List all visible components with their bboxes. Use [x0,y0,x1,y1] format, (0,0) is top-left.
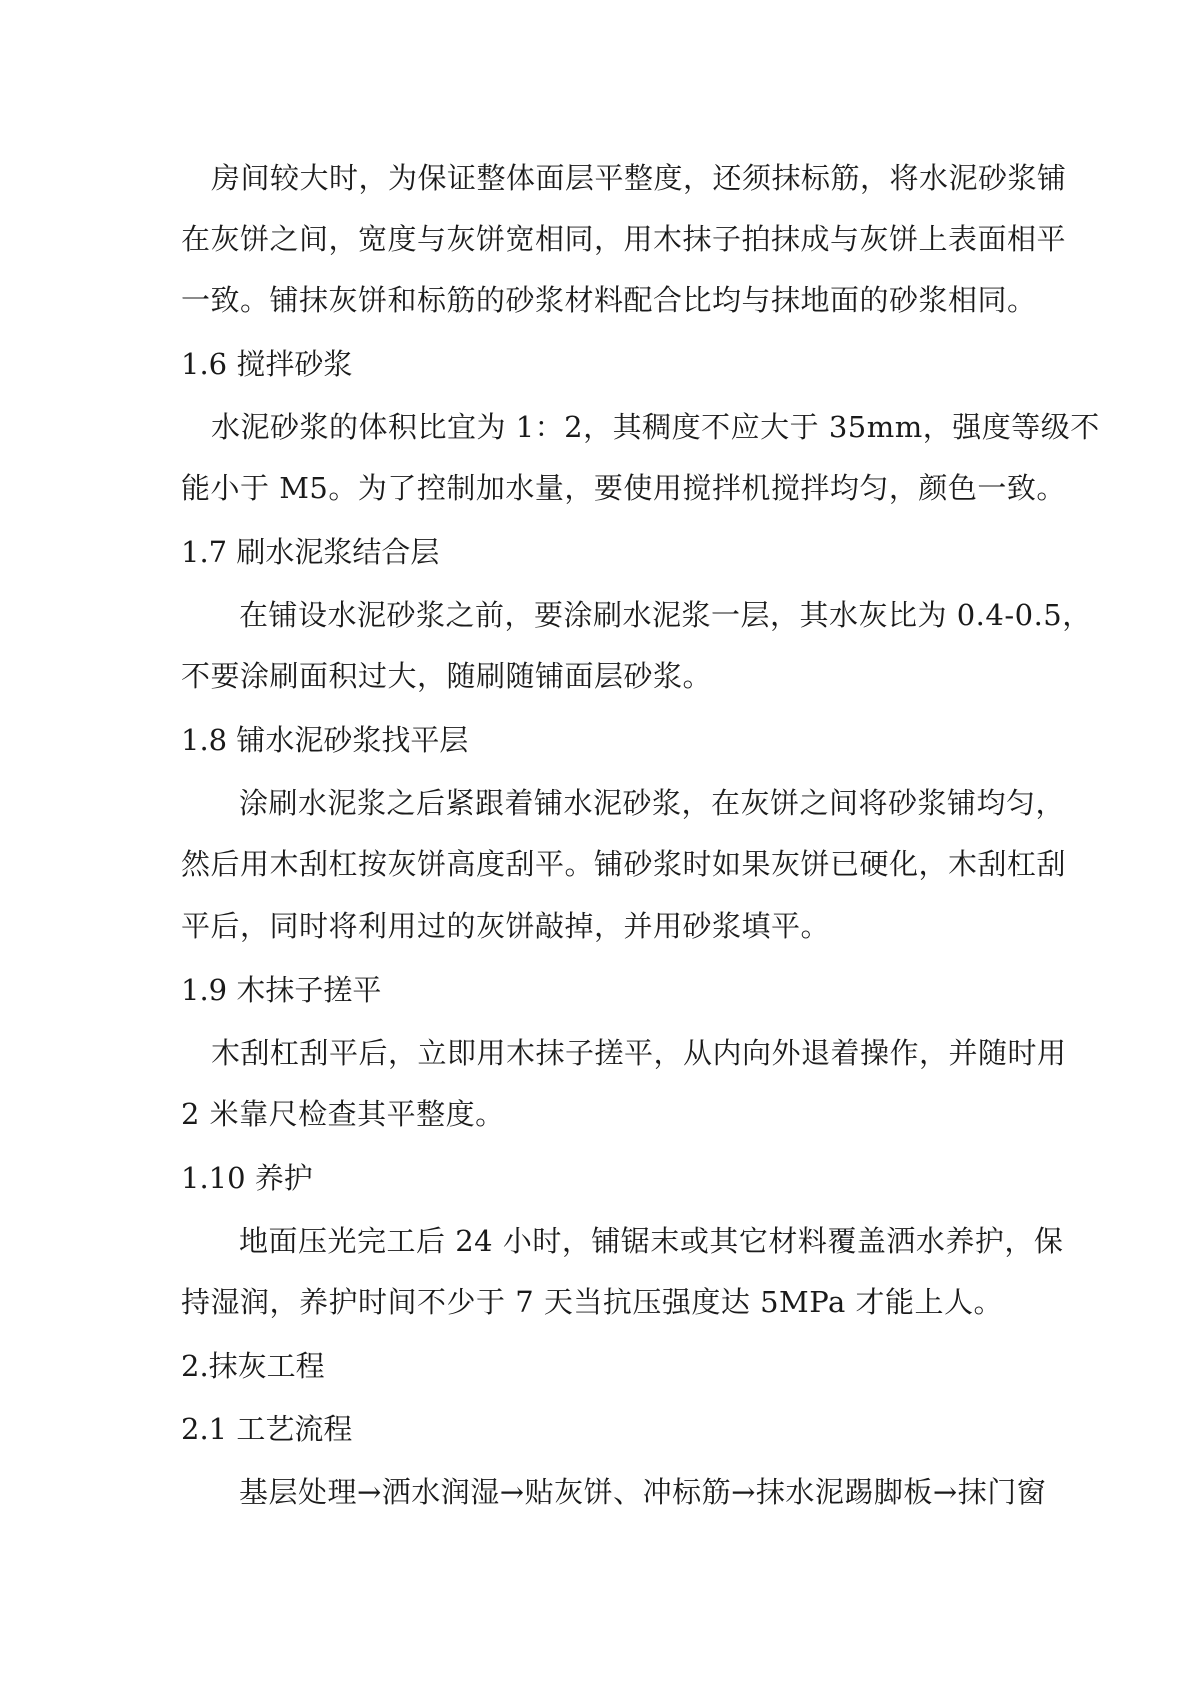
paragraph-line: 水泥砂浆的体积比宜为 1：2，其稠度不应大于 35mm，强度等级不 [211,410,1100,444]
section-heading-2: 2.抹灰工程 [181,1349,325,1383]
paragraph-line: 持湿润，养护时间不少于 7 天当抗压强度达 5MPa 才能上人。 [181,1285,1003,1319]
paragraph-line: 一致。铺抹灰饼和标筋的砂浆材料配合比均与抹地面的砂浆相同。 [181,283,1037,317]
paragraph-line: 在铺设水泥砂浆之前，要涂刷水泥浆一层，其水灰比为 0.4-0.5， [239,598,1092,632]
paragraph-line: 平后，同时将利用过的灰饼敲掉，并用砂浆填平。 [181,909,831,943]
section-heading-1-6: 1.6 搅拌砂浆 [181,347,353,381]
paragraph-line: 2 米靠尺检查其平整度。 [181,1097,505,1131]
paragraph-line: 不要涂刷面积过大，随刷随铺面层砂浆。 [181,659,713,693]
paragraph-line: 能小于 M5。为了控制加水量，要使用搅拌机搅拌均匀，颜色一致。 [181,471,1066,505]
section-heading-1-7: 1.7 刷水泥浆结合层 [181,535,440,569]
paragraph-line: 木刮杠刮平后，立即用木抹子搓平，从内向外退着操作，并随时用 [211,1036,1067,1070]
section-heading-1-9: 1.9 木抹子搓平 [181,973,382,1007]
section-heading-1-8: 1.8 铺水泥砂浆找平层 [181,723,469,757]
paragraph-line: 基层处理→洒水润湿→贴灰饼、冲标筋→抹水泥踢脚板→抹门窗 [239,1475,1047,1509]
paragraph-line: 房间较大时，为保证整体面层平整度，还须抹标筋，将水泥砂浆铺 [211,161,1067,195]
paragraph-line: 然后用木刮杠按灰饼高度刮平。铺砂浆时如果灰饼已硬化，木刮杠刮 [181,847,1067,881]
paragraph-line: 地面压光完工后 24 小时，铺锯末或其它材料覆盖洒水养护，保 [239,1224,1064,1258]
paragraph-line: 涂刷水泥浆之后紧跟着铺水泥砂浆，在灰饼之间将砂浆铺均匀， [239,786,1066,820]
section-heading-1-10: 1.10 养护 [181,1161,313,1195]
paragraph-line: 在灰饼之间，宽度与灰饼宽相同，用木抹子拍抹成与灰饼上表面相平 [181,222,1067,256]
section-heading-2-1: 2.1 工艺流程 [181,1412,353,1446]
